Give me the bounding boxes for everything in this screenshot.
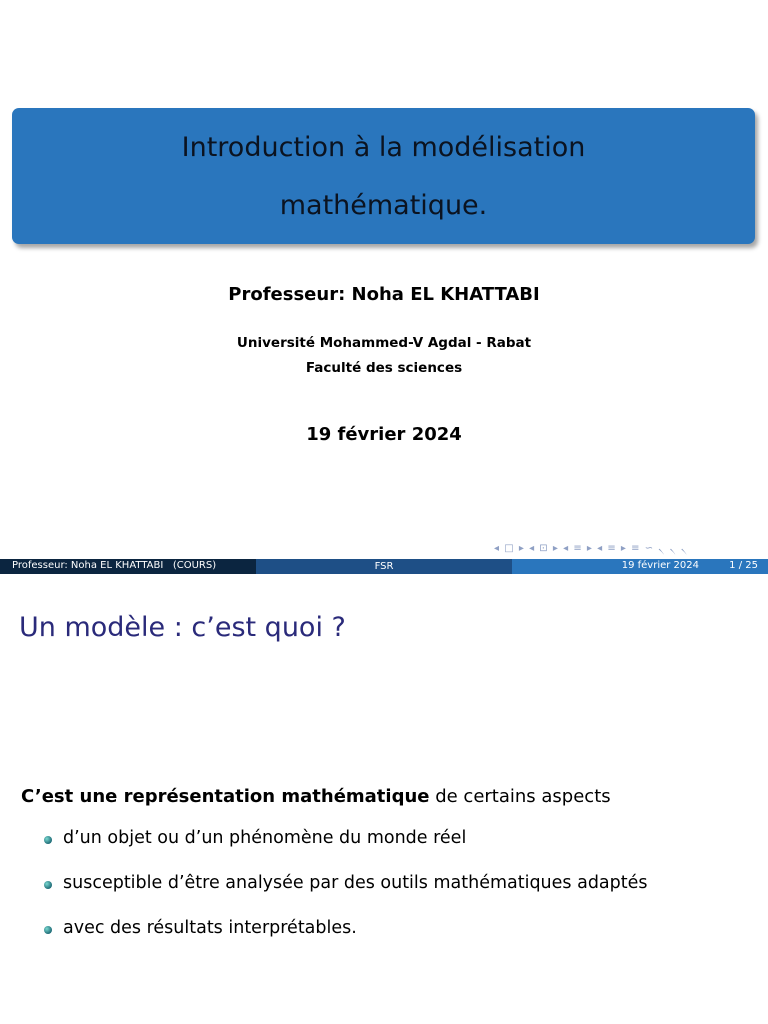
- definition-rest: de certains aspects: [429, 786, 611, 807]
- footer-institute: FSR: [374, 561, 394, 572]
- beamer-navigation-bar[interactable]: [494, 541, 689, 553]
- bullet-list: [44, 828, 648, 963]
- nav-prev-icon[interactable]: ◂: [597, 543, 603, 554]
- presentation-title-line-2: mathématique.: [279, 190, 488, 221]
- presentation-date: 19 février 2024: [306, 424, 462, 445]
- list-item-text: avec des résultats interprétables.: [63, 918, 357, 938]
- footer: [0, 559, 768, 574]
- nav-prev-icon[interactable]: ◂: [529, 543, 535, 554]
- nav-next-icon[interactable]: ▸: [518, 543, 524, 554]
- footer-author: Professeur: Noha EL KHATTABI (COURS): [12, 560, 217, 571]
- nav-next-icon[interactable]: ▸: [620, 543, 626, 554]
- institute-line-2: Faculté des sciences: [305, 360, 463, 376]
- list-item: [44, 873, 648, 918]
- bullet-icon: [44, 881, 52, 889]
- list-item: [44, 828, 648, 873]
- nav-slide-icon[interactable]: □: [504, 543, 514, 554]
- bullet-icon: [44, 836, 52, 844]
- footer-page-number: 1 / 25: [729, 560, 758, 571]
- nav-prev-icon[interactable]: ◂: [494, 543, 500, 554]
- nav-search-icon[interactable]: ৲: [669, 543, 676, 554]
- nav-prev-icon[interactable]: ◂: [563, 543, 569, 554]
- definition-text: [21, 786, 611, 807]
- content-slide: [0, 576, 768, 1024]
- nav-next-icon[interactable]: ▸: [586, 543, 592, 554]
- list-item-text: d’un objet ou d’un phénomène du monde réel: [63, 828, 467, 848]
- footer-left: [0, 559, 256, 574]
- nav-next-icon[interactable]: ▸: [552, 543, 558, 554]
- institute-line-1: Université Mohammed-V Agdal - Rabat: [236, 335, 532, 351]
- frame-title: Un modèle : c’est quoi ?: [19, 612, 346, 643]
- footer-date: 19 février 2024: [621, 560, 699, 571]
- bullet-icon: [44, 926, 52, 934]
- footer-right: [512, 559, 768, 574]
- footer-center: [256, 559, 512, 574]
- nav-section-icon[interactable]: ≡: [607, 543, 616, 554]
- author: Professeur: Noha EL KHATTABI: [228, 284, 540, 305]
- nav-document-icon[interactable]: ≡: [631, 543, 640, 554]
- nav-frame-icon[interactable]: ⊡: [539, 543, 548, 554]
- definition-bold: C’est une représentation mathématique: [21, 786, 430, 807]
- nav-forward-icon[interactable]: ৲: [680, 543, 687, 554]
- presentation-title-line-1: Introduction à la modélisation: [181, 132, 586, 163]
- list-item: [44, 918, 648, 963]
- list-item-text: susceptible d’être analysée par des outils mathématiques adaptés: [63, 873, 648, 893]
- nav-search-icon[interactable]: ৲: [658, 543, 665, 554]
- title-box: [12, 108, 755, 244]
- nav-subsection-icon[interactable]: ≡: [573, 543, 582, 554]
- nav-back-icon[interactable]: ∽: [644, 543, 654, 554]
